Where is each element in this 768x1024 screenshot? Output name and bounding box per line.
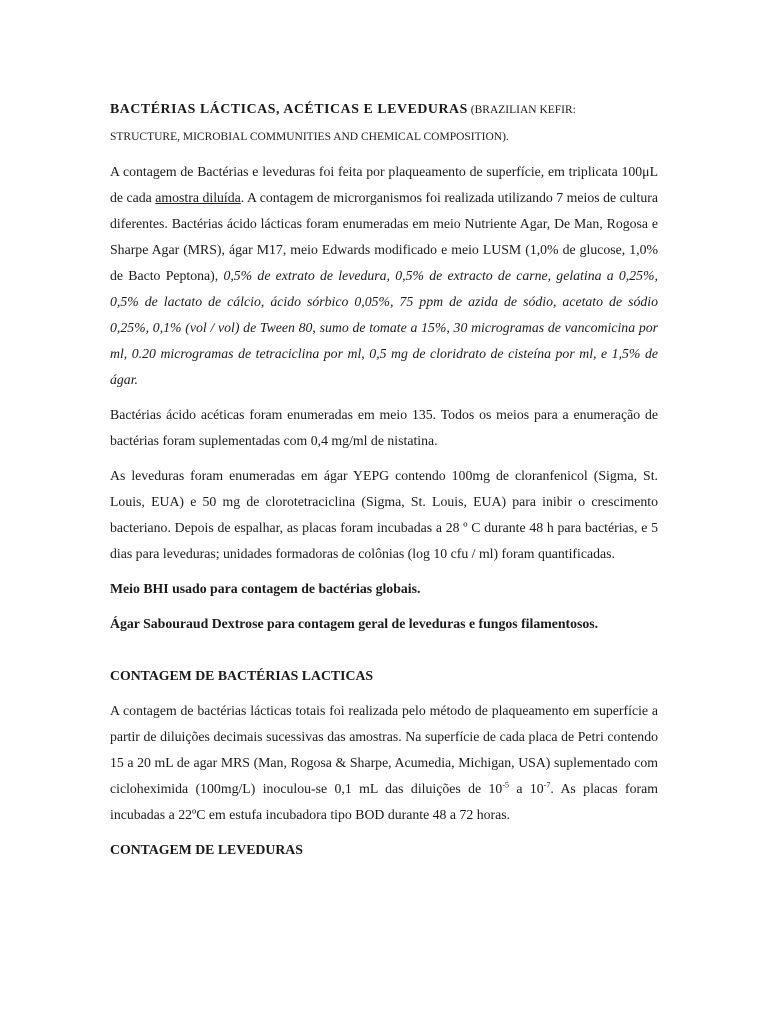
- section-heading-lactic: CONTAGEM DE BACTÉRIAS LACTICAS: [110, 668, 374, 683]
- paragraph-methods-b: . A contagem de microrganismos foi realizada utilizando 7 meios de cultura diferentes. Bactérias ácido lácticas foram enumeradas em meio Nutriente Agar, De Man, Rogosa e Sharpe Agar (MRS), ágar M17, meio Edwards modificado e meio LUSM (1,0% de glucose, 1,0% de Bacto Peptona),: [110, 190, 658, 283]
- title-bold: BACTÉRIAS LÁCTICAS, ACÉTICAS E LEVEDURAS: [110, 101, 468, 116]
- paragraph-methods: [110, 159, 658, 393]
- bold-note-sabouraud: Ágar Sabouraud Dextrose para contagem geral de leveduras e fungos filamentosos.: [110, 616, 599, 631]
- superscript-2: -7: [543, 780, 551, 790]
- paragraph-lactic-count: [110, 698, 658, 828]
- document-title: [110, 96, 658, 150]
- lactic-text-a: A contagem de bactérias lácticas totais foi realizada pelo método de plaqueamento em superfície a partir de diluições decimais sucessivas das amostras. Na superfície de cada placa de Petri contendo 15 a 20 mL de agar MRS (Man, Rogosa & Sharpe, Acumedia, Michigan, USA) suplementado com cicloheximida (100mg/L) inoculou-se 0,1 mL das diluições de 10: [110, 703, 658, 796]
- paragraph-methods-italic: 0,5% de extrato de levedura, 0,5% de extracto de carne, gelatina a 0,25%, 0,5% de lactato de cálcio, ácido sórbico 0,05%, 75 ppm de azida de sódio, acetato de sódio 0,25%, 0,1% (vol / vol) de Tween 80, sumo de tomate a 15%, 30 microgramas de vancomicina por ml, 0.20 microgramas de tetraciclina por ml, 0,5 mg de cloridrato de cisteína por ml, e 1,5% de ágar.: [110, 268, 658, 387]
- title-reference-2: STRUCTURE, MICROBIAL COMMUNITIES AND CHEMICAL COMPOSITION).: [110, 131, 509, 143]
- paragraph-yeasts: As leveduras foram enumeradas em ágar YEPG contendo 100mg de cloranfenicol (Sigma, St. Louis, EUA) e 50 mg de clorotetraciclina (Sigma, St. Louis, EUA) para inibir o crescimento bacteriano. Depois de espalhar, as placas foram incubadas a 28 º C durante 48 h para bactérias, e 5 dias para leveduras; unidades formadoras de colônias (log 10 cfu / ml) foram quantificadas.: [110, 468, 658, 561]
- document-page: [110, 96, 658, 872]
- section-heading-yeasts: CONTAGEM DE LEVEDURAS: [110, 842, 303, 857]
- underlined-text: amostra diluída: [155, 190, 241, 205]
- superscript-1: -5: [502, 780, 509, 790]
- bold-note-bhi: Meio BHI usado para contagem de bactérias globais.: [110, 581, 421, 596]
- lactic-text-mid: a 10: [509, 781, 544, 796]
- lactic-text-b: . As placas foram incubadas a 22ºC em estufa incubadora tipo BOD durante 48 a 72 horas.: [110, 781, 658, 822]
- title-reference-1: (BRAZILIAN KEFIR:: [467, 104, 576, 116]
- paragraph-methods-a: A contagem de Bactérias e leveduras foi feita por plaqueamento de superfície, em triplicata 100μL de cada: [110, 164, 658, 205]
- paragraph-acetic: Bactérias ácido acéticas foram enumeradas em meio 135. Todos os meios para a enumeração de bactérias foram suplementadas com 0,4 mg/ml de nistatina.: [110, 407, 658, 448]
